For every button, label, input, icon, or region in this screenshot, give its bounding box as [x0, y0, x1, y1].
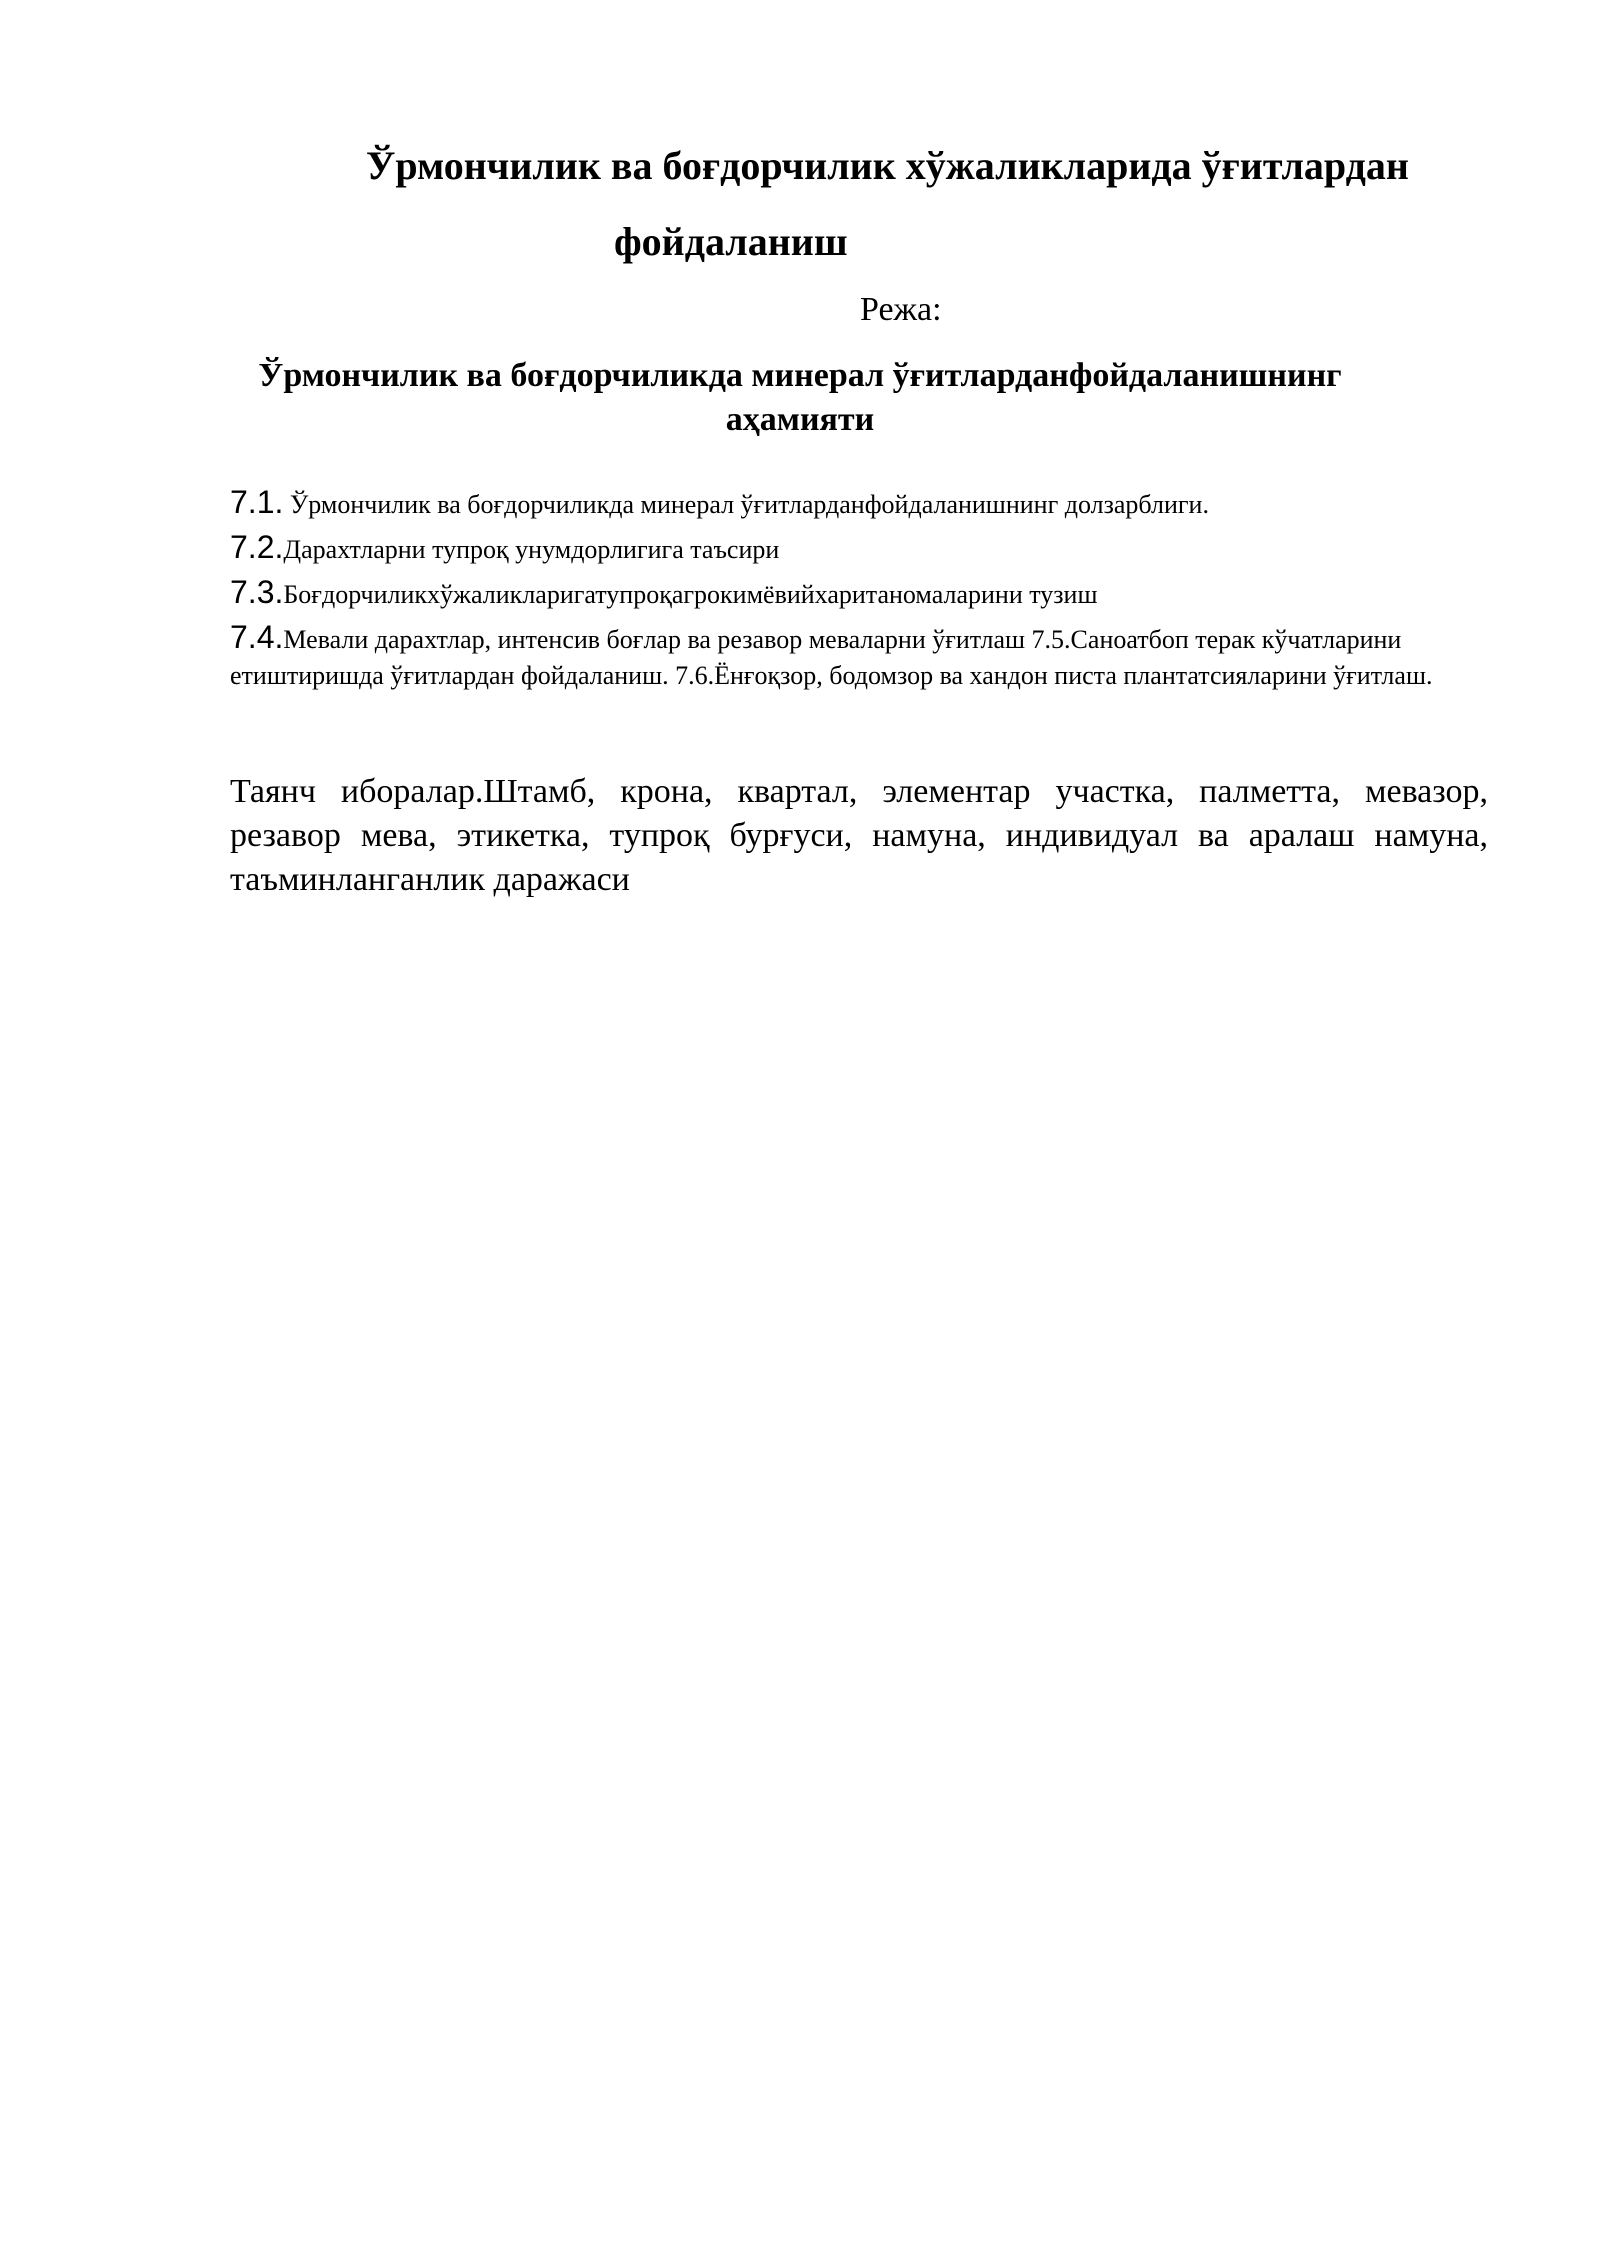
- plan-item: [230, 619, 1490, 694]
- plan-item-text: Мевали дарахтлар, интенсив боғлар ва резавор меваларни ўғитлаш 7.5.Саноатбоп терак кўчатларини етиштиришда ўғитлардан фойдаланиш. 7.6.Ёнғоқзор, бодомзор ва хандон писта плантатсияларини ўғитлаш.: [230, 625, 1433, 690]
- plan-item-number: 7.4.: [230, 619, 284, 655]
- plan-item: [230, 484, 1490, 523]
- plan-item: [230, 574, 1490, 613]
- plan-list: [230, 484, 1490, 700]
- document-title-line-2: фойдаланиш: [614, 219, 848, 264]
- keywords-paragraph: Таянч иборалар.Штамб, крона, квартал, элементар участка, палметта, мевазор, резавор мева, этикетка, тупроқ бурғуси, намуна, индивидуал ва аралаш намуна, таъминланганлик даражаси: [230, 773, 1488, 898]
- plan-label: Режа:: [860, 291, 942, 328]
- plan-item-text: Дарахтларни тупроқ унумдорлигига таъсири: [283, 535, 780, 564]
- document-title-line-1: Ўрмончилик ва боғдорчилик хўжаликларида ўғитлардан: [366, 143, 1409, 188]
- section-subtitle: Ўрмончилик ва боғдорчиликда минерал ўғитларданфойдаланишнинг аҳамияти: [258, 357, 1342, 438]
- plan-item-text: Ўрмончилик ва боғдорчиликда минерал ўғитларданфойдаланишнинг долзарблиги.: [283, 490, 1209, 519]
- plan-item-number: 7.2.: [230, 529, 284, 565]
- plan-item-number: 7.3.: [230, 574, 284, 610]
- plan-item-text: Боғдорчиликхўжаликларигатупроқагрокимёвийхаританомаларини тузиш: [283, 580, 1098, 609]
- plan-item: [230, 529, 1490, 568]
- plan-item-number: 7.1.: [230, 484, 284, 520]
